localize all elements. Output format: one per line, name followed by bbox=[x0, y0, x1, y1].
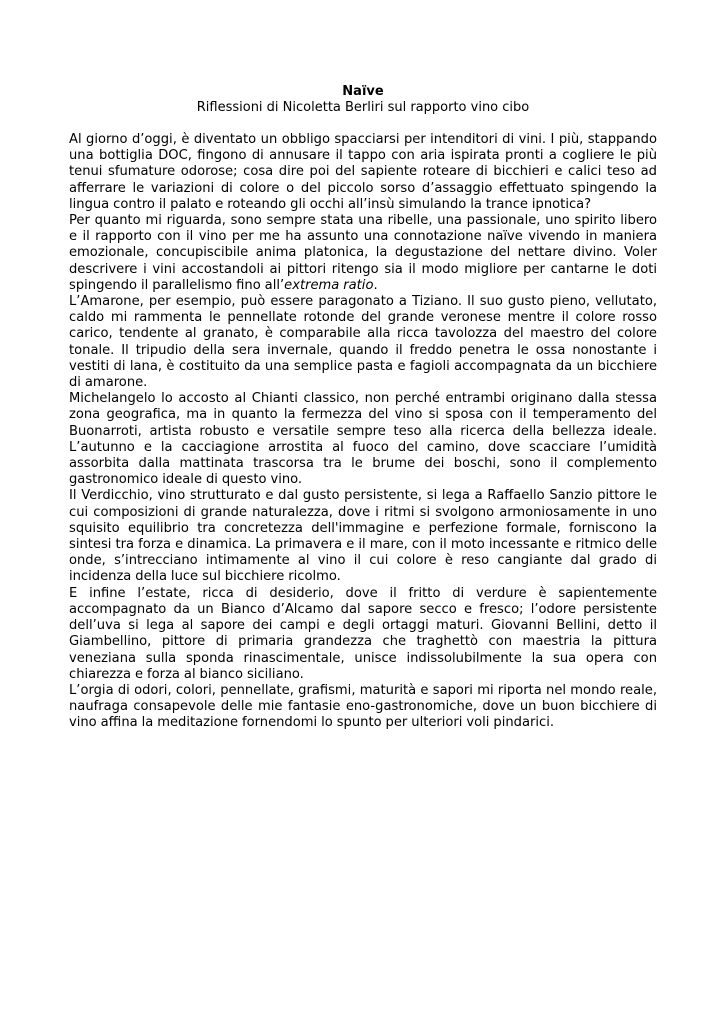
paragraph-2-text: Per quanto mi riguarda, sono sempre stata una ribelle, una passionale, uno spirito libero e il rapporto con il vino per me ha assunto una connotazione naïve vivendo in maniera emozionale, concupiscibile anima platonica, la degustazione del nettare divino. Voler descrivere i vini accostandoli ai pittori ritengo sia il modo migliore per cantarne le doti spingendo il parallelismo fino all’ bbox=[69, 213, 657, 293]
paragraph-5: Il Verdicchio, vino strutturato e dal gusto persistente, si lega a Raffaello Sanzio pittore le cui composizioni di grande naturalezza, dove i ritmi si svolgono armoniosamente in uno squisito equilibrio tra concretezza dell'immagine e perfezione formale, forniscono la sintesi tra forza e dinamica. La primavera e il mare, con il moto incessante e ritmico delle onde, s’intrecciano intimamente al vino il cui colore è reso cangiante dal grado di incidenza della luce sul bicchiere ricolmo. bbox=[69, 488, 657, 585]
paragraph-2-italic: extrema ratio bbox=[284, 277, 374, 293]
document-page bbox=[69, 84, 657, 732]
document-title: Naïve bbox=[342, 84, 384, 99]
paragraph-3: L’Amarone, per esempio, può essere paragonato a Tiziano. Il suo gusto pieno, vellutato, caldo mi rammenta le pennellate rotonde del grande veronese mentre il colore rosso carico, tendente al granato, è comparabile alla ricca tavolozza del maestro del colore tonale. Il tripudio della sera invernale, quando il freddo penetra le ossa nonostante i vestiti di lana, è costituito da una semplice pasta e fagioli accompagnata da un bicchiere di amarone. bbox=[69, 294, 657, 391]
paragraph-7: L’orgia di odori, colori, pennellate, grafismi, maturità e sapori mi riporta nel mondo reale, naufraga consapevole delle mie fantasie eno-gastronomiche, dove un buon bicchiere di vino affina la meditazione fornendomi lo spunto per ulteriori voli pindarici. bbox=[69, 682, 657, 731]
paragraph-4: Michelangelo lo accosto al Chianti classico, non perché entrambi originano dalla stessa zona geografica, ma in quanto la fermezza del vino si sposa con il temperamento del Buonarroti, artista robusto e versatile sempre teso alla ricerca della bellezza ideale. L’autunno e la cacciagione arrostita al fuoco del camino, dove scacciare l’umidità assorbita dalla mattinata trascorsa tra le brume dei boschi, sono il complemento gastronomico ideale di questo vino. bbox=[69, 391, 657, 488]
document-subtitle: Riflessioni di Nicoletta Berliri sul rapporto vino cibo bbox=[196, 100, 530, 115]
paragraph-1: Al giorno d’oggi, è diventato un obbligo spacciarsi per intenditori di vini. I più, stappando una bottiglia DOC, fingono di annusare il tappo con aria ispirata pronti a cogliere le più tenui sfumature odorose; cosa dire poi del sapiente roteare di bicchieri e calici teso ad afferrare le variazioni di colore o del piccolo sorso d’assaggio effettuato spingendo la lingua contro il palato e roteando gli occhi all’insù simulando la trance ipnotica? bbox=[69, 132, 657, 212]
paragraph-6: E infine l’estate, ricca di desiderio, dove il fritto di verdure è sapientemente accompagnato da un Bianco d’Alcamo dal sapore secco e fresco; l’odore persistente dell’uva si lega al sapore dei campi e degli ortaggi maturi. Giovanni Bellini, detto il Giambellino, pittore di primaria grandezza che traghettò con maestria la pittura veneziana sulla sponda rinascimentale, unisce indissolubilmente la sua opera con chiarezza e forza al bianco siciliano. bbox=[69, 585, 657, 682]
paragraph-2-end: . bbox=[373, 277, 378, 293]
paragraph-2 bbox=[69, 213, 657, 294]
